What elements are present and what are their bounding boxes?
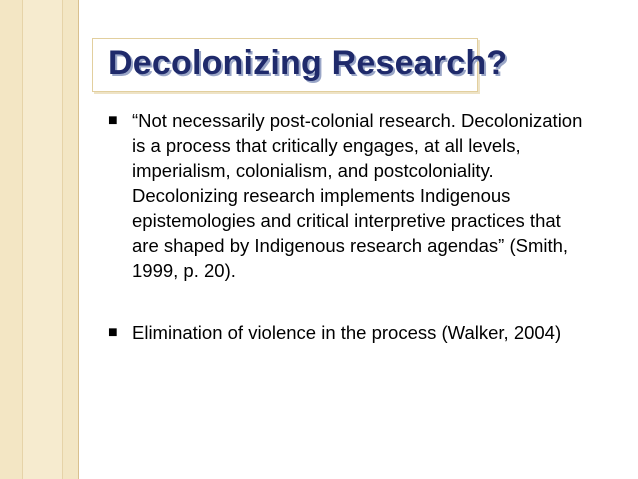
- slide-title: Decolonizing Research?: [108, 44, 508, 82]
- bullet-line: is a process that critically engages, at all levels,: [132, 135, 521, 156]
- bullet-square-icon: ■: [108, 324, 118, 341]
- bullet-line: are shaped by Indigenous research agendas” (Smith,: [132, 235, 569, 256]
- bullet-line: Decolonizing research implements Indigenous: [132, 185, 511, 206]
- decorative-band-line: [62, 0, 63, 479]
- bullet-line: 1999, p. 20).: [132, 260, 236, 281]
- bullet-line: epistemologies and critical interpretive practices that: [132, 210, 561, 231]
- decorative-band-stripe: [22, 0, 62, 479]
- bullet-text: [132, 108, 617, 283]
- bullet-line: imperialism, colonialism, and postcoloniality.: [132, 160, 494, 181]
- bullet-text: [132, 320, 617, 345]
- bullet-square-icon: ■: [108, 112, 118, 129]
- decorative-band-line: [22, 0, 23, 479]
- bullet-line: “Not necessarily post-colonial research. Decolonization: [132, 110, 583, 131]
- bullet-line: Elimination of violence in the process (Walker, 2004): [132, 322, 562, 343]
- decorative-band-edge: [78, 0, 79, 479]
